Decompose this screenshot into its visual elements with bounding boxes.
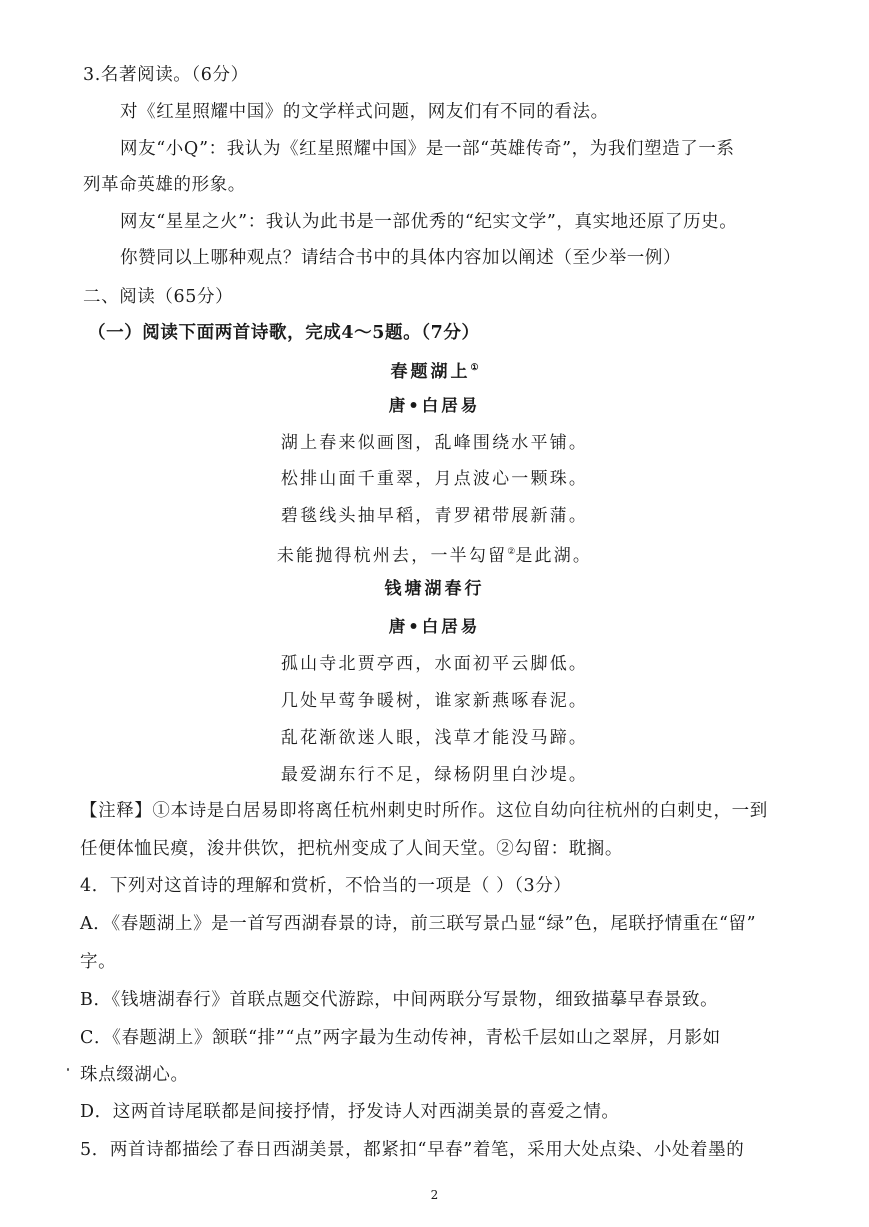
question5-stem-line1: 5．两首诗都描绘了春日西湖美景，都紧扣“早春”着笔，采用大处点染、小处着墨的 bbox=[80, 1140, 745, 1160]
poem2-title: 钱塘湖春行 bbox=[384, 579, 485, 599]
question3-view-b: 网友“星星之火”：我认为此书是一部优秀的“纪实文学”，真实地还原了历史。 bbox=[120, 212, 738, 232]
poem2-author: 唐•白居易 bbox=[388, 617, 481, 636]
scan-speck bbox=[67, 1068, 69, 1071]
poem1-title: 春题湖上 bbox=[390, 362, 471, 382]
poem2-line-3: 乱花渐欲迷人眼，浅草才能没马蹄。 bbox=[280, 728, 589, 748]
poem1-line-1: 湖上春来似画图，乱峰围绕水平铺。 bbox=[280, 433, 589, 453]
question4-option-b: B．《钱塘湖春行》首联点题交代游踪，中间两联分写景物，细致描摹早春景致。 bbox=[80, 990, 719, 1010]
question4-option-c-line1: C．《春题湖上》颔联“排”“点”两字最为生动传神，青松千层如山之翠屏，月影如 bbox=[80, 1028, 721, 1048]
poem2-line-2: 几处早莺争暖树，谁家新燕啄春泥。 bbox=[280, 691, 589, 711]
poem1-line-4-part2: 是此湖。 bbox=[515, 546, 593, 566]
question3-prompt: 你赞同以上哪种观点？请结合书中的具体内容加以阐述（至少举一例） bbox=[120, 248, 682, 268]
poem1-title-line bbox=[0, 356, 869, 384]
question4-option-a-line2: 字。 bbox=[80, 952, 117, 972]
question4-stem: 4．下列对这首诗的理解和赏析，不恰当的一项是（ ）（3分） bbox=[80, 876, 572, 896]
poem1-line-3: 碧毯线头抽早稻，青罗裙带展新蒲。 bbox=[280, 506, 589, 526]
question4-option-a-line1: A．《春题湖上》是一首写西湖春景的诗，前三联写景凸显“绿”色，尾联抒情重在“留” bbox=[80, 914, 757, 934]
page-number: 2 bbox=[430, 1188, 439, 1202]
question3-intro: 对《红星照耀中国》的文学样式问题，网友们有不同的看法。 bbox=[120, 102, 609, 122]
notes-line1: 【注释】①本诗是白居易即将离任杭州刺史时所作。这位自幼向往杭州的白刺史，一到 bbox=[80, 801, 768, 821]
part1-heading: （一）阅读下面两首诗歌，完成4～5题。（7分） bbox=[88, 323, 480, 343]
section2-heading: 二、阅读（65分） bbox=[83, 287, 234, 307]
poem1-line-2: 松排山面千重翠，月点波心一颗珠。 bbox=[280, 469, 589, 489]
poem2-line-1: 孤山寺北贾亭西，水面初平云脚低。 bbox=[280, 654, 589, 674]
question3-view-a-line1: 网友“小Q”：我认为《红星照耀中国》是一部“英雄传奇”，为我们塑造了一系 bbox=[120, 139, 735, 159]
question4-option-c-line2: 珠点缀湖心。 bbox=[80, 1065, 189, 1085]
notes-line2: 任便体恤民瘼，浚井供饮，把杭州变成了人间天堂。②勾留：耽搁。 bbox=[80, 839, 623, 859]
poem1-title-note-mark: ① bbox=[470, 363, 479, 373]
poem1-author: 唐•白居易 bbox=[388, 396, 481, 415]
poem1-line-4-note-mark: ② bbox=[507, 547, 516, 557]
poem2-line-4: 最爱湖东行不足，绿杨阴里白沙堤。 bbox=[280, 765, 589, 785]
question3-view-a-line2: 列革命英雄的形象。 bbox=[83, 175, 246, 195]
question3-heading: 3.名著阅读。（6分） bbox=[83, 65, 249, 85]
poem1-line-4 bbox=[0, 540, 869, 568]
question4-option-d: D．这两首诗尾联都是间接抒情，抒发诗人对西湖美景的喜爱之情。 bbox=[80, 1102, 620, 1122]
poem1-line-4-part1: 未能抛得杭州去，一半勾留 bbox=[276, 546, 508, 566]
